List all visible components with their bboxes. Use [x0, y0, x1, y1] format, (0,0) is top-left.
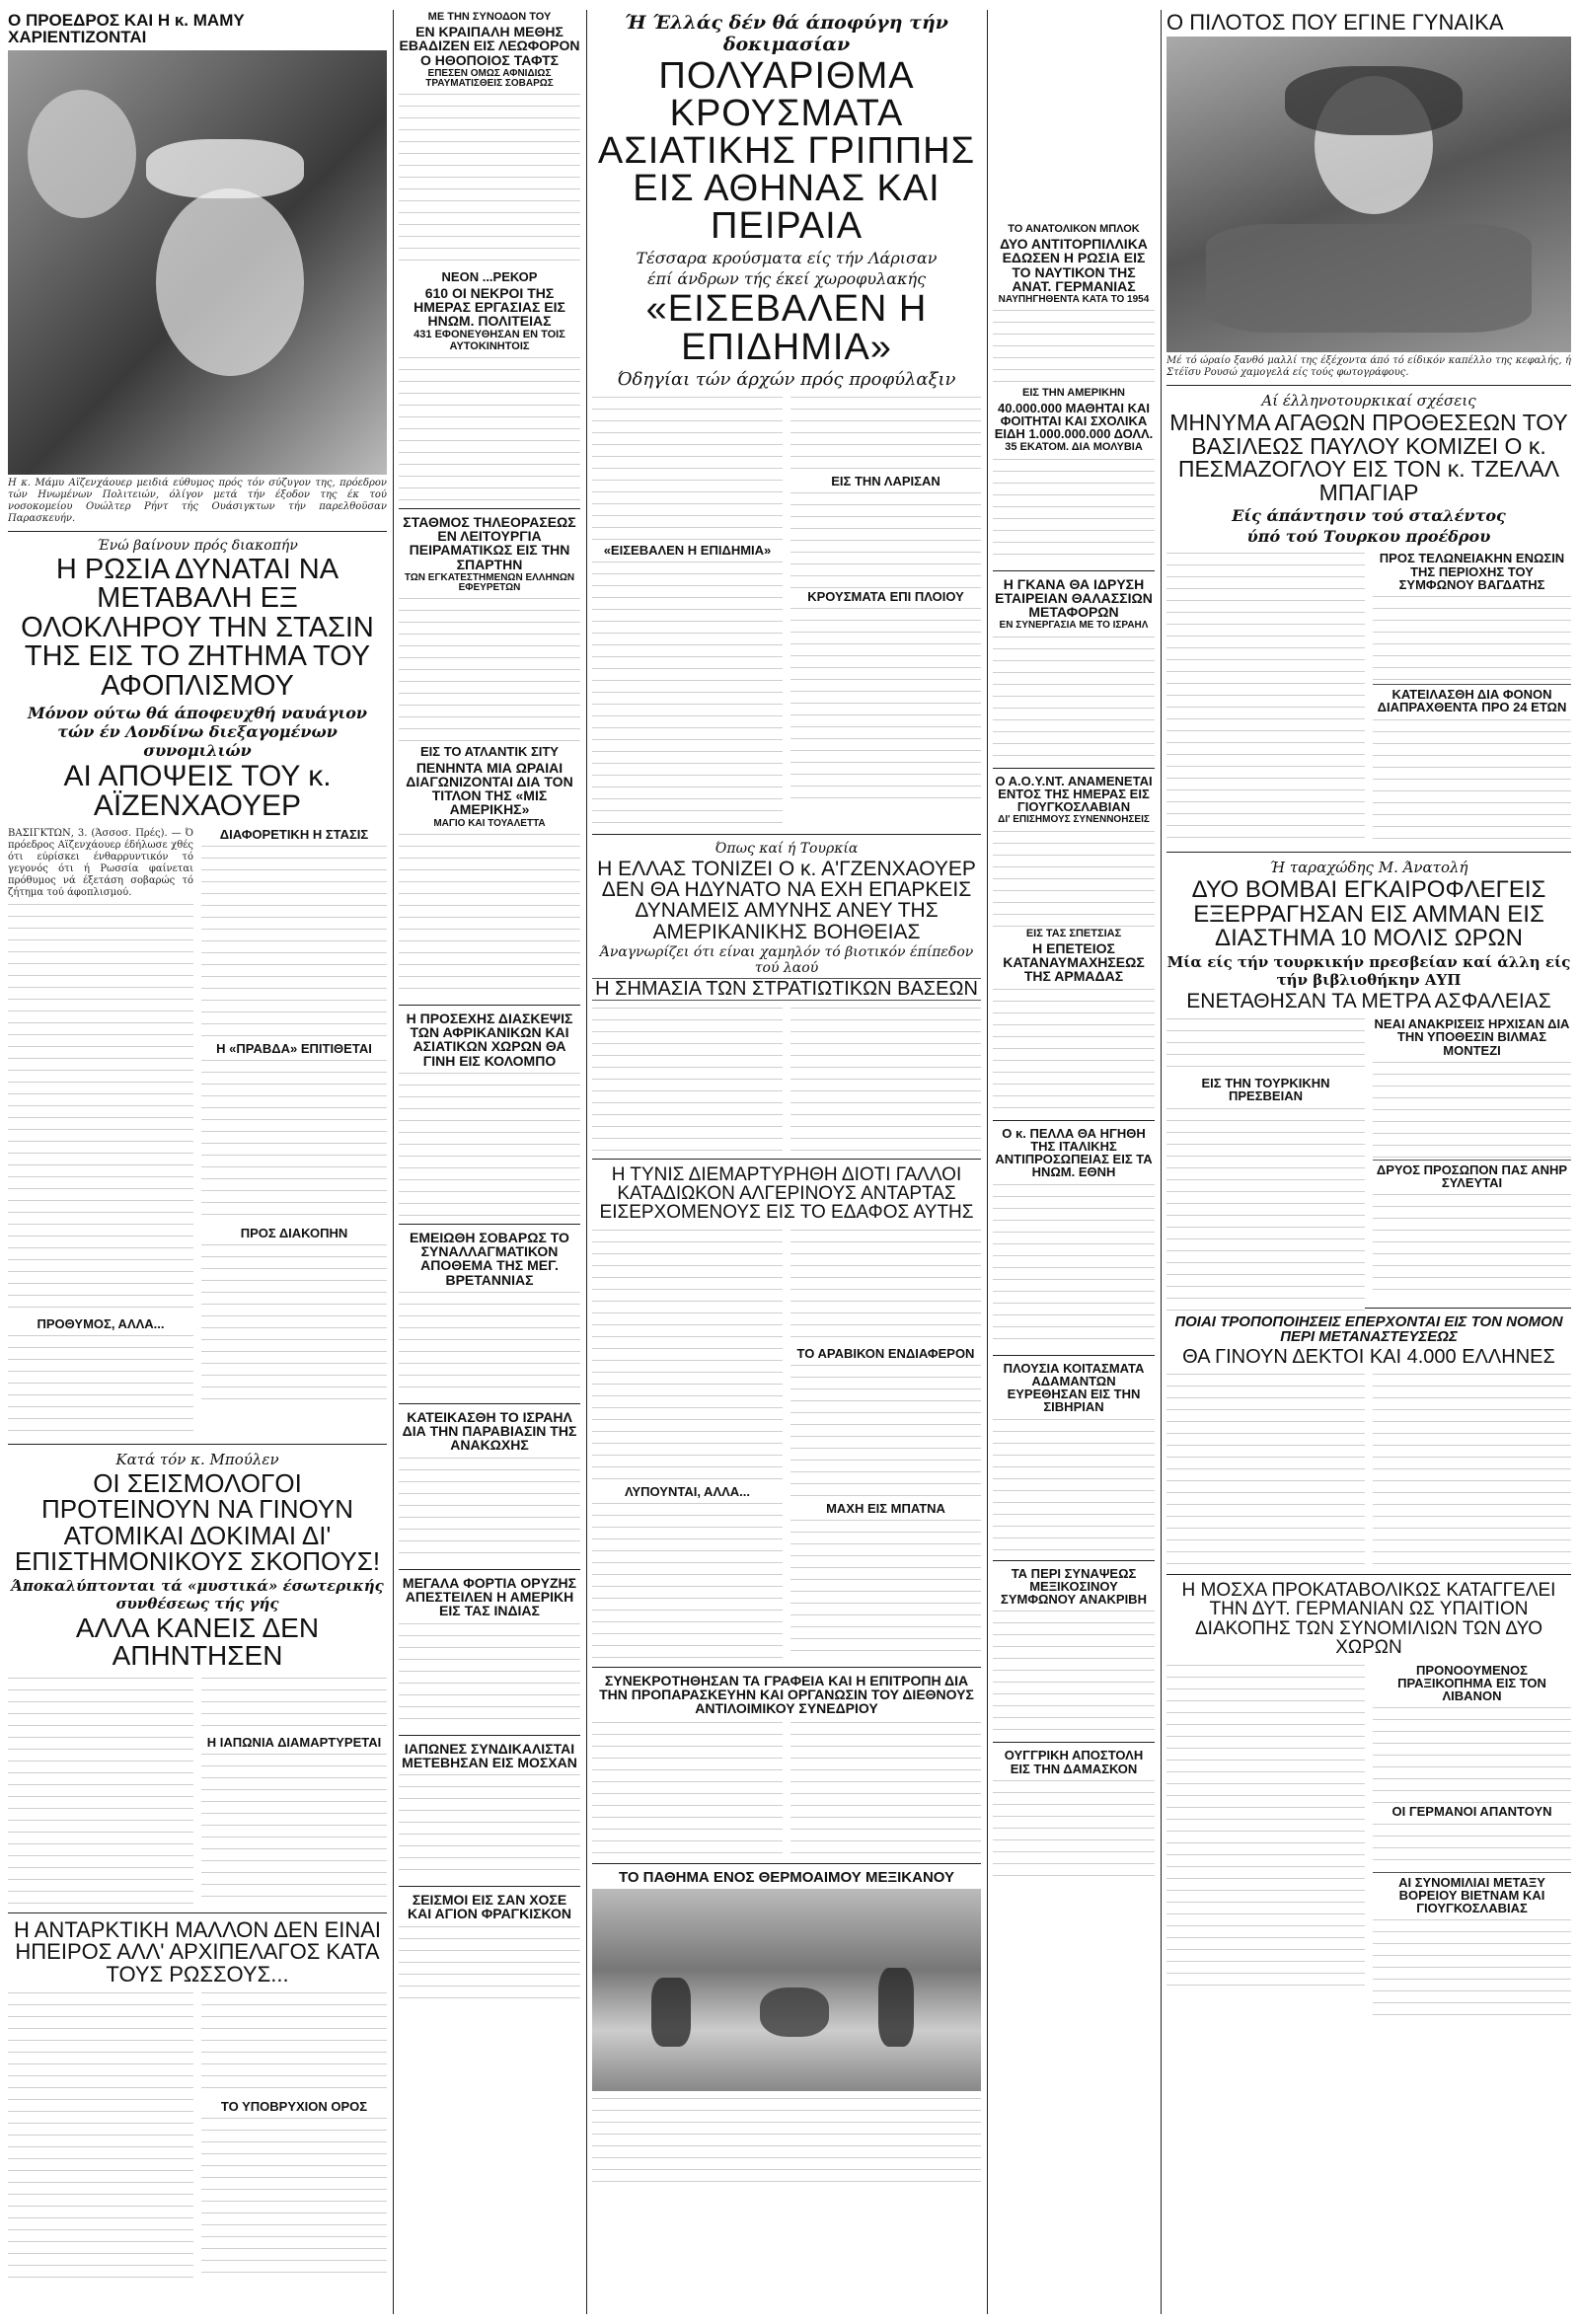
- subhead: ΤΟ ΥΠΟΒΡΥΧΙΟΝ ΟΡΟΣ: [220, 2099, 368, 2115]
- kicker: Όπως καί ή Τουρκία: [714, 840, 859, 857]
- headline-610-dead: 610 ΟΙ ΝΕΚΡΟΙ ΤΗΣ ΗΜΕΡΑΣ ΕΡΓΑΣΙΑΣ ΕΙΣ ΗΝΩΜ. ΠΟΛΙΤΕΙΑΣ: [414, 284, 565, 330]
- kicker: Ή Έλλάς δέν θά άποφύγη τήν δοκιμασίαν: [625, 12, 948, 55]
- headline-king-paul: ΜΗΝΥΜΑ ΑΓΑΘΩΝ ΠΡΟΘΕΣΕΩΝ ΤΟΥ ΒΑΣΙΛΕΩΣ ΠΑΥΛΟΥ ΚΟΜΙΖΕΙ Ο κ. ΠΕΣΜΑΖΟΓΛΟΥ ΕΙΣ ΤΟΝ κ. ΤΖΕΛΑΛ ΜΠΑΓΙΑΡ: [1169, 410, 1568, 505]
- headline-diamonds: ΠΛΟΥΣΙΑ ΚΟΙΤΑΣΜΑΤΑ ΑΔΑΜΑΝΤΩΝ ΕΥΡΕΘΗΣΑΝ ΕΙΣ ΤΗΝ ΣΙΒΗΡΙΑΝ: [1003, 1360, 1145, 1415]
- subhead: ΠΡΟΘΥΜΟΣ, ΑΛΛΑ...: [37, 1315, 165, 1331]
- headline-greece-aid: Η ΕΛΛΑΣ ΤΟΝΙΖΕΙ Ο κ. Α'ΓΖΕΝΧΑΟΥΕΡ ΔΕΝ ΘΑ ΗΔΥΝΑΤΟ ΝΑ ΕΧΗ ΕΠΑΡΚΕΙΣ ΔΥΝΑΜΕΙΣ ΑΜΥΝΗΣ ΑΝΕΥ ΤΗΣ ΑΜΕΡΙΚΑΝΙΚΗΣ ΒΟΗΘΕΙΑΣ: [597, 857, 976, 943]
- column-4: [993, 222, 1155, 2314]
- subhead: ΕΙΣ ΤΟ ΑΤΛΑΝΤΙΚ ΣΙΤΥ: [420, 744, 559, 760]
- subheadline: έπί άνδρων τής έκεί χωροφυλακής: [646, 269, 927, 288]
- subhead: ΟΙ ΓΕΡΜΑΝΟΙ ΑΠΑΝΤΟΥΝ: [1391, 1804, 1552, 1820]
- headline-uk-reserves: ΕΜΕΙΩΘΗ ΣΟΒΑΡΩΣ ΤΟ ΣΥΝΑΛΛΑΓΜΑΤΙΚΟΝ ΑΠΟΘΕΜΑ ΤΗΣ ΜΕΓ. ΒΡΕΤΑΝΝΙΑΣ: [410, 1229, 569, 1288]
- headline-torpedo-boats: ΔΥΟ ΑΝΤΙΤΟΡΠΙΛΛΙΚΑ ΕΔΩΣΕΝ Η ΡΩΣΙΑ ΕΙΣ ΤΟ ΝΑΥΤΙΚΟΝ ΤΗΣ ΑΝΑΤ. ΓΕΡΜΑΝΙΑΣ: [1000, 236, 1148, 295]
- headline-no-answer: ΑΛΛΑ ΚΑΝΕΙΣ ΔΕΝ ΑΠΗΝΤΗΣΕΝ: [75, 1612, 320, 1672]
- headline-pact: ΤΑ ΠΕΡΙ ΣΥΝΑΨΕΩΣ ΜΕΞΙΚΟΣΙΝΟΥ ΣΥΜΦΩΝΟΥ ΑΝΑΚΡΙΒΗ: [1001, 1565, 1147, 1608]
- subheadline: Μία είς τήν τουρκικήν πρεσβείαν καί άλλη είς τήν βιβλιοθήκην ΑΥΠ: [1166, 952, 1571, 989]
- subhead: ΤΟ ΑΝΑΤΟΛΙΚΟΝ ΜΠΛΟΚ: [1008, 223, 1140, 235]
- headline-montesi: ΝΕΑΙ ΑΝΑΚΡΙΣΕΙΣ ΗΡΧΙΣΑΝ ΔΙΑ ΤΗΝ ΥΠΟΘΕΣΙΝ ΒΙΛΜΑΣ ΜΟΝΤΕΖΙ: [1374, 1016, 1570, 1058]
- subhead: ΕΙΣ ΤΑΣ ΣΠΕΤΣΙΑΣ: [1025, 927, 1122, 939]
- headline-hungarian-mission: ΟΥΓΓΡΙΚΗ ΑΠΟΣΤΟΛΗ ΕΙΣ ΤΗΝ ΔΑΜΑΣΚΟΝ: [1004, 1748, 1144, 1776]
- subheadline: Όδηγίαι τών άρχών πρός προφύλαξιν: [617, 368, 956, 390]
- column-1: [8, 10, 387, 2314]
- headline-israel: ΚΑΤΕΙΚΑΣΘΗ ΤΟ ΙΣΡΑΗΛ ΔΙΑ ΤΗΝ ΠΑΡΑΒΙΑΣΙΝ ΤΗΣ ΑΝΑΚΩΧΗΣ: [402, 1408, 577, 1454]
- subheadline: ΝΑΥΠΗΓΗΘΕΝΤΑ ΚΑΤΑ ΤΟ 1954: [998, 294, 1150, 306]
- column-rule: [987, 10, 988, 2314]
- subheadline: ΜΑΓΙΟ ΚΑΙ ΤΟΥΑΛΕΤΤΑ: [433, 817, 546, 829]
- subheadline: ΕΠΕΣΕΝ ΟΜΩΣ ΑΦΝΙΔΙΩΣ ΤΡΑΥΜΑΤΙΣΘΕΙΣ ΣΟΒΑΡΩΣ: [425, 68, 554, 90]
- subhead: ΕΙΣ ΤΗΝ ΑΜΕΡΙΚΗΝ: [1022, 387, 1125, 400]
- column-3: [592, 10, 981, 2314]
- subhead: ΕΙΣ ΤΗΝ ΤΟΥΡΚΙΚΗΝ ΠΡΕΣΒΕΙΑΝ: [1201, 1076, 1330, 1104]
- headline-murder: ΚΑΤΕΙΛΑΣΘΗ ΔΙΑ ΦΟΝΟΝ ΔΙΑΠΡΑΧΘΕΝΤΑ ΠΡΟ 24 ΕΤΩΝ: [1373, 684, 1571, 714]
- headline-amman-bombs: ΔΥΟ ΒΟΜΒΑΙ ΕΓΚΑΙΡΟΦΛΕΓΕΙΣ ΕΞΕΡΡΑΓΗΣΑΝ ΕΙΣ ΑΜΜΑΝ ΕΙΣ ΔΙΑΣΤΗΜΑ 10 ΜΟΛΙΣ ΩΡΩΝ: [1191, 876, 1546, 952]
- headline-eisenhower-views: ΑΙ ΑΠΟΨΕΙΣ ΤΟΥ κ. ΑΪΖΕΝΧΑΟΥΕΡ: [63, 759, 332, 823]
- headline-bases: Η ΣΗΜΑΣΙΑ ΤΩΝ ΣΤΡΑΤΙΩΤΙΚΩΝ ΒΑΣΕΩΝ: [592, 978, 981, 1000]
- headline-colombo: Η ΠΡΟΣΕΧΗΣ ΔΙΑΣΚΕΨΙΣ ΤΩΝ ΑΦΡΙΚΑΝΙΚΩΝ ΚΑΙ ΑΣΙΑΤΙΚΩΝ ΧΩΡΩΝ ΘΑ ΓΙΝΗ ΕΙΣ ΚΟΛΟΜΠΟ: [406, 1010, 573, 1069]
- subheadline: Άναγνωρίζει ότι είναι χαμηλόν τό βιοτικόν έπίπεδον τού λαού: [599, 944, 974, 977]
- subheadline: Μόνον ούτω θά άποφευχθή ναυάγιον τών έν Λονδίνω διεξαγομένων συνομιλιών: [27, 703, 368, 760]
- subheadline: ΕΝ ΣΥΝΕΡΓΑΣΙΑ ΜΕ ΤΟ ΙΣΡΑΗΛ: [999, 620, 1149, 632]
- article-lead: ΒΑΣΙΓΚΤΩΝ, 3. (Άσσοσ. Πρές). — Ό πρόεδρος Αϊζενχάουερ έδήλωσε χθές ότι εύρίσκει ένθαρρυντικόν τό γεγονός ότι ή Ρωσσία φαίνεται πρόθυμος νά έξετάση σοβαρώς τό ζήτημα τού άφοπλισμού.: [8, 827, 193, 898]
- headline-earthquakes: ΣΕΙΣΜΟΙ ΕΙΣ ΣΑΝ ΧΟΣΕ ΚΑΙ ΑΓΙΟΝ ΦΡΑΓΚΙΣΚΟΝ: [408, 1892, 571, 1922]
- headline-rice-india: ΜΕΓΑΛΑ ΦΟΡΤΙΑ ΟΡΥΖΗΣ ΑΠΕΣΤΕΙΛΕΝ Η ΑΜΕΡΙΚΗ ΕΙΣ ΤΑΣ ΙΝΔΙΑΣ: [402, 1574, 577, 1619]
- photo-title: Ο ΠΙΛΟΤΟΣ ΠΟΥ ΕΓΙΝΕ ΓΥΝΑΙΚΑ: [1166, 10, 1504, 35]
- kicker: Ή ταραχώδης Μ. Άνατολή: [1269, 859, 1468, 877]
- subhead: Η «ΠΡΑΒΔΑ» ΕΠΙΤΙΘΕΤΑΙ: [216, 1040, 372, 1056]
- photo-pilot: [1166, 37, 1571, 352]
- subhead: ΠΡΟΣ ΔΙΑΚΟΠΗΝ: [240, 1226, 348, 1241]
- subhead: «ΕΙΣΕΒΑΛΕΝ Η ΕΠΙΔΗΜΙΑ»: [603, 542, 772, 558]
- headline-miss-america: ΠΕΝΗΝΤΑ ΜΙΑ ΩΡΑΙΑΙ ΔΙΑΓΩΝΙΖΟΝΤΑΙ ΔΙΑ ΤΟΝ ΤΙΤΛΟΝ ΤΗΣ «ΜΙΣ ΑΜΕΡΙΚΗΣ»: [406, 759, 573, 818]
- subheadline: 35 ΕΚΑΤΟΜ. ΔΙΑ ΜΟΛΥΒΙΑ: [1005, 441, 1143, 454]
- headline-asian-flu: ΠΟΛΥΑΡΙΘΜΑ ΚΡΟΥΣΜΑΤΑ ΑΣΙΑΤΙΚΗΣ ΓΡΙΠΠΗΣ ΕΙΣ ΑΘΗΝΑΣ ΚΑΙ ΠΕΙΡΑΙΑ: [597, 55, 976, 247]
- kicker: Κατά τόν κ. Μπούλεν: [115, 1450, 279, 1468]
- subhead: ΝΕΟΝ ...ΡΕΚΟΡ: [441, 269, 538, 285]
- headline-customs-union: ΠΡΟΣ ΤΕΛΩΝΕΙΑΚΗΝ ΕΝΩΣΙΝ ΤΗΣ ΠΕΡΙΟΧΗΣ ΤΟΥ ΣΥΜΦΩΝΟΥ ΒΑΓΔΑΤΗΣ: [1379, 551, 1565, 592]
- subheadline: ΔΙ' ΕΠΙΣΗΜΟΥΣ ΣΥΝΕΝΝΟΗΣΕΙΣ: [998, 814, 1150, 826]
- kicker: Αί έλληνοτουρκικαί σχέσεις: [1261, 392, 1476, 411]
- subhead: ΤΟ ΑΡΑΒΙΚΟΝ ΕΝΔΙΑΦΕΡΟΝ: [796, 1345, 975, 1361]
- photo-mexican: [592, 1889, 981, 2091]
- headline-russia-disarmament: Η ΡΩΣΙΑ ΔΥΝΑΤΑΙ ΝΑ ΜΕΤΑΒΑΛΗ ΕΞ ΟΛΟΚΛΗΡΟΥ ΤΗΝ ΣΤΑΣΙΝ ΤΗΣ ΕΙΣ ΤΟ ΖΗΤΗΜΑ ΤΟΥ ΑΦΟΠΛΙΣΜΟΥ: [21, 553, 374, 702]
- headline-conference: ΣΥΝΕΚΡΟΤΗΘΗΣΑΝ ΤΑ ΓΡΑΦΕΙΑ ΚΑΙ Η ΕΠΙΤΡΟΠΗ ΔΙΑ ΤΗΝ ΠΡΟΠΑΡΑΣΚΕΥΗΝ ΚΑΙ ΟΡΓΑΝΩΣΙΝ ΤΟΥ ΔΙΕΘΝΟΥΣ ΑΝΤΙΛΟΙΜΙΚΟΥ ΣΥΝΕΔΡΙΟΥ: [599, 1672, 974, 1717]
- headline-oak: ΔΡΥΟΣ ΠΡΟΣΩΠΟΝ ΠΑΣ ΑΝΗΡ ΣΥΛΕΥΤΑΙ: [1373, 1160, 1571, 1190]
- headline-antarctica: Η ΑΝΤΑΡΚΤΙΚΗ ΜΑΛΛΟΝ ΔΕΝ ΕΙΝΑΙ ΗΠΕΙΡΟΣ ΑΛΛ' ΑΡΧΙΠΕΛΑΓΟΣ ΚΑΤΑ ΤΟΥΣ ΡΩΣΣΟΥΣ...: [13, 1916, 382, 1987]
- subheadline: 431 ΕΦΟΝΕΥΘΗΣΑΝ ΕΝ ΤΟΙΣ ΑΥΤΟΚΙΝΗΤΟΙΣ: [414, 329, 565, 352]
- subheadline: Τέσσαρα κρούσματα είς τήν Λάρισαν: [636, 249, 938, 267]
- headline-pella: Ο κ. ΠΕΛΛΑ ΘΑ ΗΓΗΘΗ ΤΗΣ ΙΤΑΛΙΚΗΣ ΑΝΤΙΠΡΟΣΩΠΕΙΑΣ ΕΙΣ ΤΑ ΗΝΩΜ. ΕΘΝΗ: [995, 1125, 1153, 1180]
- subheadline: Άποκαλύπτονται τά «μυστικά» έσωτερικής συνθέσεως τής γής: [11, 1576, 384, 1612]
- photo-title: ΤΟ ΠΑΘΗΜΑ ΕΝΟΣ ΘΕΡΜΟΑΙΜΟΥ ΜΕΞΙΚΑΝΟΥ: [618, 1869, 955, 1887]
- headline-japanese-unionists: ΙΑΠΩΝΕΣ ΣΥΝΔΙΚΑΛΙΣΤΑΙ ΜΕΤΕΒΗΣΑΝ ΕΙΣ ΜΟΣΧΑΝ: [402, 1740, 577, 1770]
- headline-tv-sparta: ΣΤΑΘΜΟΣ ΤΗΛΕΟΡΑΣΕΩΣ ΕΝ ΛΕΙΤΟΥΡΓΙΑ ΠΕΙΡΑΜΑΤΙΚΩΣ ΕΙΣ ΤΗΝ ΣΠΑΡΤΗΝ: [403, 513, 576, 572]
- headline-armada: Η ΕΠΕΤΕΙΟΣ ΚΑΤΑΝΑΥΜΑΧΗΣΕΩΣ ΤΗΣ ΑΡΜΑΔΑΣ: [1003, 939, 1145, 985]
- column-rule: [393, 10, 394, 2314]
- kicker: ΜΕ ΤΗΝ ΣΥΝΟΔΟΝ ΤΟΥ: [427, 11, 552, 23]
- column-rule: [1161, 10, 1162, 2314]
- headline-taft: ΕΝ ΚΡΑΙΠΑΛΗ ΜΕΘΗΣ ΕΒΑΔΙΖΕΝ ΕΙΣ ΛΕΩΦΟΡΟΝ Ο ΗΘΟΠΟΙΟΣ ΤΑΦΤΣ: [399, 24, 580, 68]
- subheadline: ύπό τού Τουρκου προέδρου: [1246, 527, 1491, 547]
- headline-ghana: Η ΓΚΑΝΑ ΘΑ ΙΔΡΥΣΗ ΕΤΑΙΡΕΙΑΝ ΘΑΛΑΣΣΙΩΝ ΜΕΤΑΦΟΡΩΝ: [995, 575, 1153, 621]
- headline-tunis: Η ΤΥΝΙΣ ΔΙΕΜΑΡΤΥΡΗΘΗ ΔΙΟΤΙ ΓΑΛΛΟΙ ΚΑΤΑΔΙΩΚΟΝ ΑΛΓΕΡΙΝΟΥΣ ΑΝΤΑΡΤΑΣ ΕΙΣΕΡΧΟΜΕΝΟΥΣ ΕΙΣ ΤΟ ΕΔΑΦΟΣ ΑΥΤΗΣ: [599, 1163, 974, 1224]
- subhead: ΜΑΧΗ ΕΙΣ ΜΠΑΤΝΑ: [826, 1500, 945, 1516]
- headline-security: ΕΝΕΤΑΘΗΣΑΝ ΤΑ ΜΕΤΡΑ ΑΣΦΑΛΕΙΑΣ: [1186, 989, 1551, 1012]
- column-rule: [586, 10, 587, 2314]
- headline-vietnam: ΑΙ ΣΥΝΟΜΙΛΙΑΙ ΜΕΤΑΞΥ ΒΟΡΕΙΟΥ ΒΙΕΤΝΑΜ ΚΑΙ ΓΙΟΥΓΚΟΣΛΑΒΙΑΣ: [1373, 1872, 1571, 1915]
- subhead: Η ΙΑΠΩΝΙΑ ΔΙΑΜΑΡΤΥΡΕΤΑΙ: [206, 1734, 382, 1750]
- subhead: ΛΥΠΟΥΝΤΑΙ, ΑΛΛΑ...: [624, 1483, 751, 1499]
- subheadline: ΤΩΝ ΕΓΚΑΤΕΣΤΗΜΕΝΩΝ ΕΛΛΗΝΩΝ ΕΦΕΥΡΕΤΩΝ: [404, 571, 575, 594]
- subheadline: Είς άπάντησιν τού σταλέντος: [1232, 506, 1506, 526]
- headline-yugoslavia: Ο Α.Ο.Υ.ΝΤ. ΑΝΑΜΕΝΕΤΑΙ ΕΝΤΟΣ ΤΗΣ ΗΜΕΡΑΣ ΕΙΣ ΓΙΟΥΓΚΟΣΛΑΒΙΑΝ: [995, 773, 1153, 815]
- kicker: Ένώ βαίνουν πρός διακοπήν: [97, 537, 298, 554]
- column-2: [399, 10, 580, 2314]
- headline-epidemic: «ΕΙΣΕΒΑΛΕΝ Η ΕΠΙΔΗΜΙΑ»: [645, 288, 928, 368]
- subhead: ΔΙΑΦΟΡΕΤΙΚΗ Η ΣΤΑΣΙΣ: [219, 826, 369, 842]
- subhead: ΕΙΣ ΤΗΝ ΛΑΡΙΣΑΝ: [831, 473, 940, 488]
- headline-immigration: ΠΟΙΑΙ ΤΡΟΠΟΠΟΙΗΣΕΙΣ ΕΠΕΡΧΟΝΤΑΙ ΕΙΣ ΤΟΝ ΝΟΜΟΝ ΠΕΡΙ ΜΕΤΑΝΑΣΤΕΥΣΕΩΣ: [1174, 1313, 1563, 1346]
- headline-students: 40.000.000 ΜΑΘΗΤΑΙ ΚΑΙ ΦΟΙΤΗΤΑΙ ΚΑΙ ΣΧΟΛΙΚΑ ΕΙΔΗ 1.000.000.000 ΔΟΛΛ.: [994, 400, 1154, 442]
- headline-moscow-germany: Η ΜΟΣΧΑ ΠΡΟΚΑΤΑΒΟΛΙΚΩΣ ΚΑΤΑΓΓΕΛΕΙ ΤΗΝ ΔΥΤ. ΓΕΡΜΑΝΙΑΝ ΩΣ ΥΠΑΙΤΙΟΝ ΔΙΑΚΟΠΗΣ ΤΩΝ ΣΥΝΟΜΙΛΙΩΝ ΤΩΝ ΔΥΟ ΧΩΡΩΝ: [1181, 1580, 1556, 1659]
- column-5: [1166, 10, 1571, 2314]
- headline-seismologists: ΟΙ ΣΕΙΣΜΟΛΟΓΟΙ ΠΡΟΤΕΙΝΟΥΝ ΝΑ ΓΙΝΟΥΝ ΑΤΟΜΙΚΑΙ ΔΟΚΙΜΑΙ ΔΙ' ΕΠΙΣΤΗΜΟΝΙΚΟΥΣ ΣΚΟΠΟΥΣ!: [14, 1467, 381, 1577]
- subhead: ΚΡΟΥΣΜΑΤΑ ΕΠΙ ΠΛΟΙΟΥ: [807, 588, 964, 604]
- photo-caption: Η κ. Μάμυ Αϊζενχάουερ μειδιά εύθυμος πρός τόν σύζυγον της, πρόεδρον τών Ηνωμένων Πολιτειών, όλίγον μετά τήν έξοδον της έκ τού νοσοκομείου Ουώλτερ Ρήντ τής Ουάσιγκτων τήν παρελθοϋσαν Παρασκευήν.: [8, 477, 387, 524]
- headline-4000-greeks: ΘΑ ΓΙΝΟΥΝ ΔΕΚΤΟΙ ΚΑΙ 4.000 ΕΛΛΗΝΕΣ: [1182, 1345, 1555, 1368]
- photo-title: Ο ΠΡΟΕΔΡΟΣ ΚΑΙ Η κ. ΜΑΜΥ ΧΑΡΙΕΝΤΙΖΟΝΤΑΙ: [8, 11, 245, 47]
- photo-eisenhower: [8, 50, 387, 475]
- headline-lebanon-coup: ΠΡΟΝΟΟΥΜΕΝΟΣ ΠΡΑΞΙΚΟΠΗΜΑ ΕΙΣ ΤΟΝ ΛΙΒΑΝΟΝ: [1397, 1662, 1546, 1704]
- photo-caption: Μέ τό ώραίο ξανθό μαλλί της έξέχοντα άπό τό είδικόν καπέλλο της κεφαλής, ή Στέϊσυ Ρουσώ χαμογελά είς τούς φωτογράφους.: [1166, 355, 1571, 379]
